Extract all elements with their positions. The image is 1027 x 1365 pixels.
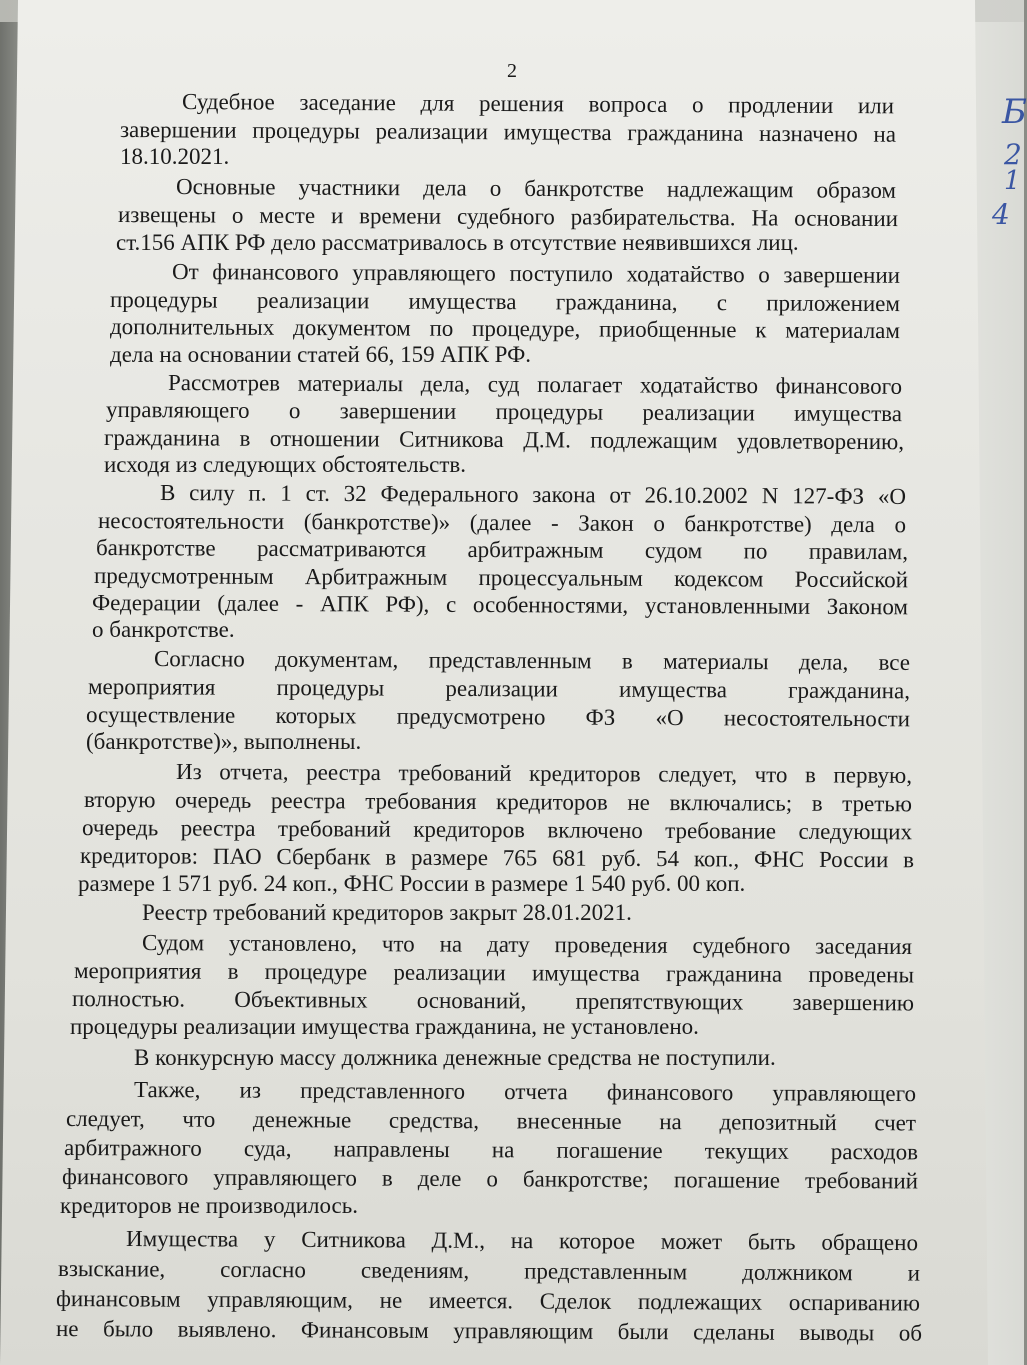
text-line: дела на основании статей 66, 159 АПК РФ.: [110, 342, 531, 367]
text-line: Основные участники дела о банкротстве надлежащим образом: [175, 174, 897, 203]
text-line: 18.10.2021.: [120, 144, 230, 169]
text-line: следует, что денежные средства, внесенные на депозитный счет: [65, 1106, 917, 1136]
text-line: Имущества у Ситникова Д.М., на которое может быть обращено: [125, 1226, 919, 1256]
text-line: исходя из следующих обстоятельств.: [104, 452, 466, 477]
text-line: управляющего о завершении процедуры реализации имущества: [105, 397, 903, 427]
text-line: Судебное заседание для решения вопроса о продлении или: [181, 89, 895, 119]
text-line: финансовым управляющим, не имеется. Сделок подлежащих оспариванию: [55, 1286, 921, 1316]
text-line: Из отчета, реестра требований кредиторов следует, что в первую,: [175, 759, 913, 788]
text-line: Реестр требований кредиторов закрыт 28.01.2021.: [142, 900, 632, 925]
text-line: мероприятия в процедуре реализации имущества гражданина проведены: [73, 958, 915, 988]
text-line: несостоятельности (банкротстве)» (далее - Закон о банкротстве) дела о: [97, 508, 907, 538]
text-line: предусмотренным Арбитражным процессуальным кодексом Российской: [93, 563, 909, 593]
margin-handwriting-4: 4: [992, 198, 1010, 231]
text-line: банкротстве рассматриваются арбитражным судом по правилам,: [95, 535, 909, 565]
margin-handwriting-1: Б: [1002, 92, 1027, 132]
text-line: В силу п. 1 ст. 32 Федерального закона от 26.10.2002 N 127-ФЗ «О: [159, 480, 907, 509]
text-line: (банкротстве)», выполнены.: [86, 729, 362, 754]
text-line: размере 1 571 руб. 24 коп., ФНС России в размере 1 540 руб. 00 коп.: [78, 871, 746, 896]
text-line: полностью. Объективных оснований, препятствующих завершению: [71, 986, 915, 1016]
text-line: Судом установлено, что на дату проведения судебного заседания: [141, 930, 913, 960]
text-line: кредиторов: ПАО Сбербанк в размере 765 681 руб. 54 коп., ФНС России в: [79, 843, 915, 873]
text-line: очередь реестра требований кредиторов включено требование следующих: [81, 815, 913, 845]
text-line: арбитражного суда, направлены на погашение текущих расходов: [63, 1135, 919, 1165]
text-line: От финансового управляющего поступило ходатайство о завершении: [171, 259, 901, 288]
text-line: дополнительных документом по процедуре, приобщенные к материалам: [109, 314, 901, 344]
text-line: Согласно документам, представленным в материалы дела, все: [153, 646, 911, 675]
text-line: ст.156 АПК РФ дело рассматривалось в отсутствие неявившихся лиц.: [116, 230, 799, 255]
text-line: не было выявлено. Финансовым управляющим были сделаны выводы об: [55, 1316, 923, 1346]
text-line: гражданина в отношении Ситникова Д.М. подлежащим удовлетворению,: [103, 425, 905, 455]
text-line: процедуры реализации имущества гражданина, с приложением: [109, 287, 901, 317]
text-line: о банкротстве.: [92, 617, 235, 642]
text-line: завершении процедуры реализации имущества гражданина назначено на: [119, 117, 897, 147]
margin-handwriting-2: 2: [1004, 138, 1022, 171]
text-line: В конкурсную массу должника денежные средства не поступили.: [134, 1045, 776, 1070]
page-number: 2: [507, 60, 517, 82]
text-line: Также, из представленного отчета финансового управляющего: [133, 1077, 917, 1107]
text-line: взыскание, согласно сведениям, представленным должником и: [57, 1256, 921, 1286]
text-line: мероприятия процедуры реализации имущества гражданина,: [87, 674, 911, 704]
text-line: Рассмотрев материалы дела, суд полагает ходатайство финансового: [167, 370, 903, 399]
text-line: извещены о месте и времени судебного разбирательства. На основании: [117, 202, 899, 232]
margin-handwriting-3: 1: [1004, 166, 1021, 196]
text-line: осуществление которых предусмотрено ФЗ «О несостоятельности: [85, 702, 911, 732]
text-line: финансового управляющего в деле о банкротстве; погашение требований: [61, 1164, 919, 1194]
text-line: Федерации (далее - АПК РФ), с особенностями, установленными Законом: [91, 590, 909, 620]
text-line: вторую очередь реестра требования кредиторов не включались; в третью: [83, 787, 913, 817]
text-line: кредиторов не производилось.: [60, 1193, 358, 1218]
text-line: процедуры реализации имущества гражданина, не установлено.: [70, 1014, 699, 1039]
